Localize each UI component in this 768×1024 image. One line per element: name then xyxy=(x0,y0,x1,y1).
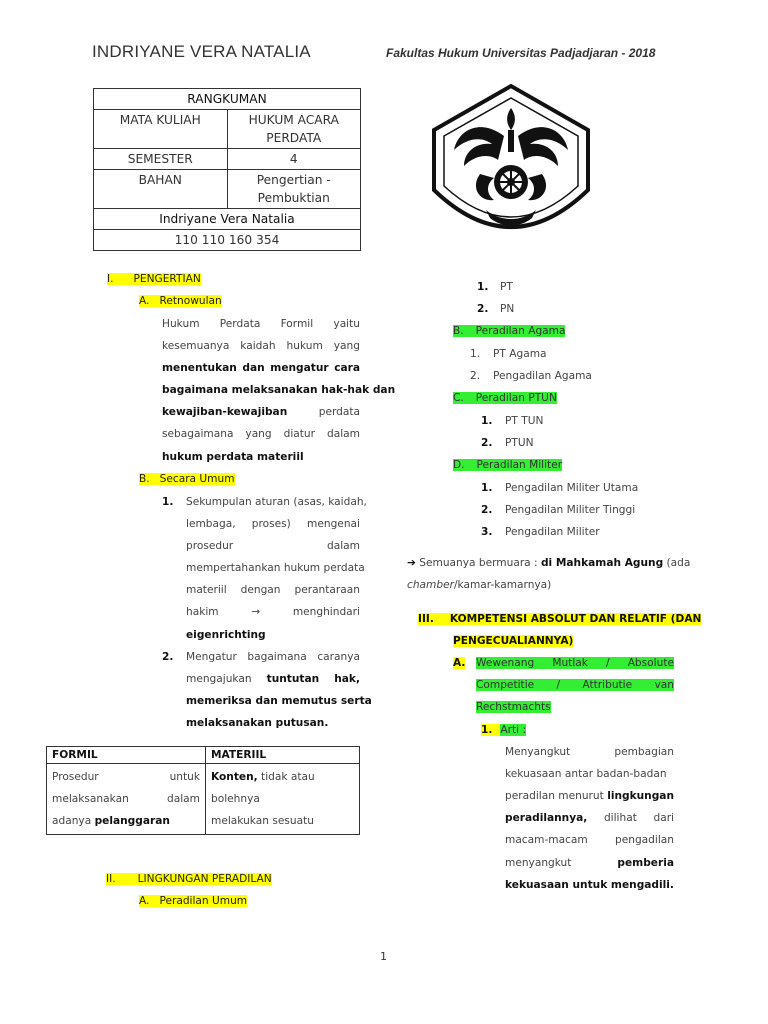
student-npm: 110 110 160 354 xyxy=(94,230,361,251)
section3-heading: III. KOMPETENSI ABSOLUT DAN RELATIF (DAN xyxy=(418,613,702,625)
text-line: mengajukan tuntutan hak, xyxy=(186,673,360,685)
list-item: Pengadilan Militer Utama xyxy=(505,482,639,494)
text-line: sebagaimana yang diatur dalam xyxy=(162,428,360,440)
list-number: 1. xyxy=(481,415,493,427)
summary-value: Pengertian - Pembuktian xyxy=(227,170,361,209)
text-line: lembaga, proses) mengenai xyxy=(186,518,360,530)
summary-table xyxy=(93,88,361,251)
formil-cell: Prosedur untuk melaksanakan dalam adanya pelanggaran xyxy=(47,764,206,835)
page-number: 1 xyxy=(380,950,387,963)
list-number: 1. xyxy=(470,348,481,360)
list-number: 1. xyxy=(481,482,493,494)
section1-a-heading: A. Retnowulan xyxy=(139,295,222,307)
list-item: Pengadilan Agama xyxy=(493,370,592,382)
text-line: mempertahankan hukum perdata xyxy=(186,562,365,574)
list-item: PTUN xyxy=(505,437,534,449)
summary-value: 4 xyxy=(227,149,361,170)
mahkamah-note: ➔ Semuanya bermuara : di Mahkamah Agung (ada xyxy=(407,557,691,569)
text-line: kekuasaan antar badan-badan xyxy=(505,768,667,780)
student-name: Indriyane Vera Natalia xyxy=(94,209,361,230)
summary-key: SEMESTER xyxy=(94,149,228,170)
text-line: Hukum Perdata Formil yaitu xyxy=(162,318,360,330)
summary-key: MATA KULIAH xyxy=(94,110,228,149)
section2-heading: II. LINGKUNGAN PERADILAN xyxy=(106,873,272,885)
text-line: hakim → menghindari xyxy=(186,606,360,618)
section2-a-heading: A. Peradilan Umum xyxy=(139,895,248,907)
section3-sub-heading: 1. Arti : xyxy=(481,724,527,736)
text-line: menyangkut pemberia xyxy=(505,857,674,869)
list-item: Pengadilan Militer Tinggi xyxy=(505,504,636,516)
list-number: 2. xyxy=(470,370,481,382)
text-line: kesemuanya kaidah hukum yang xyxy=(162,340,360,352)
mahkamah-note-cont: chamber/kamar-kamarnya) xyxy=(407,579,552,591)
arrow-right-icon: ➔ xyxy=(407,557,416,569)
list-number: 1. xyxy=(162,496,174,508)
summary-key: BAHAN xyxy=(94,170,228,209)
section2-d-heading: D. Peradilan Militer xyxy=(453,459,563,471)
author-header: INDRIYANE VERA NATALIA xyxy=(92,42,311,61)
text-line: menentukan dan mengatur cara xyxy=(162,362,360,374)
text-line: peradilannya, dilihat dari xyxy=(505,812,674,824)
section1-heading: I. PENGERTIAN xyxy=(107,273,201,285)
summary-title: RANGKUMAN xyxy=(94,89,361,110)
formil-header: FORMIL xyxy=(47,747,206,764)
text-line: Mengatur bagaimana caranya xyxy=(186,651,360,663)
text-line: peradilan menurut lingkungan xyxy=(505,790,674,802)
materiil-cell: Konten, tidak atau bolehnya melakukan sesuatu xyxy=(206,764,360,835)
section3-a-line: Rechstmachts xyxy=(476,701,551,713)
section3-heading-cont: PENGECUALIANNYA) xyxy=(453,635,574,647)
university-logo xyxy=(420,78,602,248)
text-line: prosedur dalam xyxy=(186,540,360,552)
list-number: 1. xyxy=(477,281,489,293)
list-number: 2. xyxy=(477,303,489,315)
text-line: hukum perdata materiil xyxy=(162,451,304,463)
summary-value: HUKUM ACARA PERDATA xyxy=(227,110,361,149)
formil-materiil-table xyxy=(46,746,360,835)
text-line: memeriksa dan memutus serta xyxy=(186,695,372,707)
section2-b-heading: B. Peradilan Agama xyxy=(453,325,566,337)
text-line: bagaimana melaksanakan hak-hak dan xyxy=(162,384,396,396)
section1-b-heading: B. Secara Umum xyxy=(139,473,235,485)
text-line: kekuasaan untuk mengadili. xyxy=(505,879,674,891)
list-number: 2. xyxy=(481,437,493,449)
text-line: melaksanakan putusan. xyxy=(186,717,329,729)
arrow-right-icon: → xyxy=(251,606,261,618)
list-number: 3. xyxy=(481,526,493,538)
text-line: kewajiban-kewajiban perdata xyxy=(162,406,360,418)
list-item: PT xyxy=(500,281,513,293)
section3-a-line: Wewenang Mutlak / Absolute xyxy=(476,657,674,669)
section3-a-line: Competitie / Attributie van xyxy=(476,679,674,691)
text-line: eigenrichting xyxy=(186,629,266,641)
text-line: Sekumpulan aturan (asas, kaidah, xyxy=(186,496,367,508)
text-line: macam-macam pengadilan xyxy=(505,834,674,846)
list-item: PN xyxy=(500,303,515,315)
materiil-header: MATERIIL xyxy=(206,747,360,764)
section2-c-heading: C. Peradilan PTUN xyxy=(453,392,557,404)
list-item: Pengadilan Militer xyxy=(505,526,600,538)
list-number: 2. xyxy=(162,651,174,663)
section3-a-num: A. xyxy=(453,657,466,669)
text-line: Menyangkut pembagian xyxy=(505,746,674,758)
text-line: materiil dengan perantaraan xyxy=(186,584,360,596)
list-item: PT TUN xyxy=(505,415,544,427)
list-number: 2. xyxy=(481,504,493,516)
faculty-header: Fakultas Hukum Universitas Padjadjaran - 2018 xyxy=(386,46,656,60)
list-item: PT Agama xyxy=(493,348,547,360)
